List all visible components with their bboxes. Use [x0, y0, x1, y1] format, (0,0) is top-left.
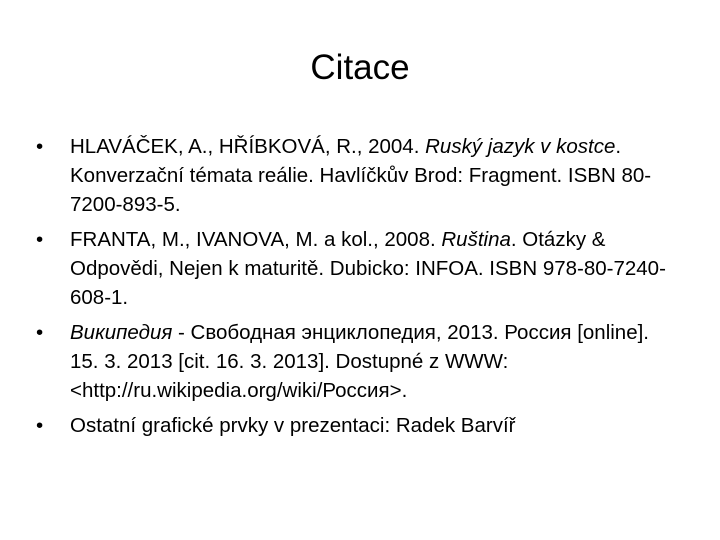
citation-list	[36, 132, 666, 446]
slide-title: Citace	[310, 48, 410, 87]
citation-item	[36, 411, 666, 440]
bullet-icon: •	[36, 321, 44, 344]
citation-text: - Свободная энциклопедия, 2013. Россия [online]. 15. 3. 2013 [cit. 16. 3. 2013]. Dostupné z WWW: <http://ru.wikipedia.org/wiki/Россия>.	[70, 321, 649, 402]
citation-item	[36, 318, 666, 405]
bullet-icon: •	[36, 228, 44, 251]
citation-text: FRANTA, M., IVANOVA, M. a kol., 2008.	[70, 228, 442, 251]
citation-text: HLAVÁČEK, A., HŘÍBKOVÁ, R., 2004.	[70, 135, 426, 158]
citation-title: Википедия	[70, 321, 173, 344]
citation-text: . Otázky & Odpovědi, Nejen k maturitě. Dubicko: INFOA. ISBN 978-80-7240-608-1.	[70, 228, 666, 309]
citation-title: Ruština	[441, 228, 511, 251]
citation-title: Ruský jazyk v kostce	[425, 135, 616, 158]
bullet-icon: •	[36, 414, 44, 437]
citation-text: . Konverzační témata reálie. Havlíčkův Brod: Fragment. ISBN 80-7200-893-5.	[70, 135, 652, 216]
citation-item	[36, 132, 666, 219]
citation-text: Ostatní grafické prvky v prezentaci: Radek Barvíř	[70, 414, 516, 437]
citation-item	[36, 225, 666, 312]
bullet-icon: •	[36, 135, 44, 158]
